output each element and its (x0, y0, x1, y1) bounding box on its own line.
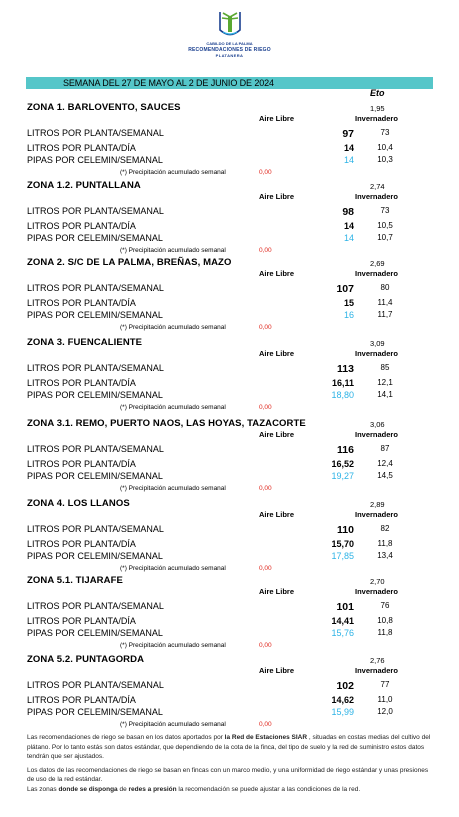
col-invernadero: Invernadero (355, 269, 398, 278)
precip-label: (*) Precipitación acumulado semanal (120, 404, 226, 411)
value-aire-pipas: 14 (343, 155, 354, 165)
zone-block (0, 498, 459, 573)
row-litros-semanal (0, 444, 459, 456)
value-inv-dia: 10,4 (377, 143, 393, 152)
row-litros-semanal (0, 128, 459, 140)
precip-note (120, 721, 272, 728)
value-inv-pipas: 12,0 (377, 707, 393, 716)
row-label: PIPAS POR CELEMIN/SEMANAL (27, 707, 163, 717)
row-litros-dia (0, 539, 459, 551)
value-aire-semanal: 110 (337, 524, 354, 536)
row-label: PIPAS POR CELEMIN/SEMANAL (27, 233, 163, 243)
value-inv-dia: 11,0 (377, 695, 393, 704)
row-litros-semanal (0, 206, 459, 218)
row-litros-dia (0, 378, 459, 390)
col-aire-libre: Aire Libre (259, 430, 295, 439)
row-label: LITROS POR PLANTA/DÍA (27, 616, 136, 626)
value-aire-dia: 14 (343, 221, 354, 231)
value-inv-dia: 10,8 (377, 616, 393, 625)
zone-eto: 3,09 (370, 339, 385, 348)
value-aire-dia: 15 (343, 298, 354, 308)
row-litros-semanal (0, 524, 459, 536)
precip-value: 0,00 (259, 324, 272, 331)
precip-value: 0,00 (259, 642, 272, 649)
precip-label: (*) Precipitación acumulado semanal (120, 565, 226, 572)
col-aire-libre: Aire Libre (259, 192, 295, 201)
value-inv-dia: 11,4 (377, 298, 393, 307)
note-2: Los datos de las recomendaciones de riego se basan en fincas con un marco medio, y una uniformidad de riego estándar y unas presiones de uso de la red estándar. (27, 766, 429, 783)
value-inv-semanal: 73 (380, 128, 390, 137)
value-aire-pipas: 17,85 (331, 551, 354, 561)
value-aire-dia: 16,52 (331, 459, 354, 469)
zone-block (0, 180, 459, 255)
row-label: LITROS POR PLANTA/SEMANAL (27, 128, 164, 138)
value-aire-semanal: 101 (336, 601, 354, 613)
zone-block (0, 575, 459, 650)
row-litros-semanal (0, 601, 459, 613)
row-label: LITROS POR PLANTA/DÍA (27, 298, 136, 308)
col-invernadero: Invernadero (355, 114, 398, 123)
doc-title: RECOMENDACIONES DE RIEGO (188, 47, 271, 53)
precip-label: (*) Precipitación acumulado semanal (120, 642, 226, 649)
value-inv-pipas: 14,5 (377, 471, 393, 480)
precip-value: 0,00 (259, 565, 272, 572)
zone-title: ZONA 3. FUENCALIENTE (27, 337, 143, 348)
value-inv-semanal: 76 (380, 601, 390, 610)
value-aire-semanal: 97 (342, 128, 354, 140)
value-inv-semanal: 77 (380, 680, 390, 689)
precip-value: 0,00 (259, 485, 272, 492)
value-aire-pipas: 19,27 (331, 471, 354, 481)
precip-label: (*) Precipitación acumulado semanal (120, 485, 226, 492)
zone-title: ZONA 2. S/C DE LA PALMA, BREÑAS, MAZO (27, 257, 232, 268)
row-litros-semanal (0, 363, 459, 375)
value-aire-pipas: 16 (343, 310, 354, 320)
row-label: LITROS POR PLANTA/DÍA (27, 695, 136, 705)
zone-eto: 3,06 (370, 420, 385, 429)
precip-label: (*) Precipitación acumulado semanal (120, 721, 226, 728)
value-aire-pipas: 15,76 (331, 628, 354, 638)
row-litros-dia (0, 459, 459, 471)
zone-eto: 2,70 (370, 577, 385, 586)
note-3: Las zonas donde se disponga de redes a presión la recomendación se puede ajustar a las condiciones de la red. (27, 785, 361, 793)
precip-note (120, 642, 272, 649)
zone-block (0, 418, 459, 493)
value-inv-semanal: 73 (380, 206, 390, 215)
value-aire-semanal: 116 (337, 444, 354, 456)
value-inv-semanal: 82 (380, 524, 390, 533)
col-invernadero: Invernadero (355, 349, 398, 358)
value-inv-pipas: 13,4 (377, 551, 393, 560)
precip-note (120, 169, 272, 176)
row-pipas (0, 310, 459, 322)
note-1: Las recomendaciones de riego se basan en los datos aportados por la Red de Estaciones SIAR , situadas en costas medias del cultivo del plátano. Por lo tanto estás son datos estándar, que dependiendo de la cota de la finca, del tipo de suelo y la red de suministro estos datos tendrán que ser ajustados. (27, 734, 431, 760)
value-inv-dia: 12,1 (377, 378, 393, 387)
col-aire-libre: Aire Libre (259, 510, 295, 519)
week-banner: SEMANA DEL 27 DE MAYO AL 2 DE JUNIO DE 2024 (26, 77, 433, 89)
row-label: PIPAS POR CELEMIN/SEMANAL (27, 551, 163, 561)
zone-title: ZONA 5.2. PUNTAGORDA (27, 654, 145, 665)
value-inv-semanal: 80 (380, 283, 390, 292)
precip-note (120, 565, 272, 572)
value-aire-dia: 14,62 (331, 695, 354, 705)
row-label: PIPAS POR CELEMIN/SEMANAL (27, 628, 163, 638)
value-inv-pipas: 10,7 (377, 233, 393, 242)
row-pipas (0, 390, 459, 402)
col-aire-libre: Aire Libre (259, 349, 295, 358)
value-inv-semanal: 87 (380, 444, 390, 453)
row-label: LITROS POR PLANTA/SEMANAL (27, 206, 164, 216)
row-pipas (0, 628, 459, 640)
value-aire-pipas: 14 (343, 233, 354, 243)
precip-label: (*) Precipitación acumulado semanal (120, 324, 226, 331)
row-label: LITROS POR PLANTA/SEMANAL (27, 363, 164, 373)
row-litros-dia (0, 298, 459, 310)
zone-title: ZONA 1. BARLOVENTO, SAUCES (27, 102, 181, 113)
row-label: LITROS POR PLANTA/SEMANAL (27, 601, 164, 611)
notes (27, 733, 437, 794)
zone-eto: 2,89 (370, 500, 385, 509)
precip-note (120, 485, 272, 492)
zone-block (0, 654, 459, 729)
eto-header: Eto (370, 88, 385, 98)
row-label: PIPAS POR CELEMIN/SEMANAL (27, 390, 163, 400)
row-pipas (0, 233, 459, 245)
zone-title: ZONA 4. LOS LLANOS (27, 498, 130, 509)
row-label: PIPAS POR CELEMIN/SEMANAL (27, 155, 163, 165)
row-litros-dia (0, 695, 459, 707)
zone-block (0, 102, 459, 177)
col-invernadero: Invernadero (355, 666, 398, 675)
precip-note (120, 247, 272, 254)
row-label: PIPAS POR CELEMIN/SEMANAL (27, 310, 163, 320)
col-invernadero: Invernadero (355, 192, 398, 201)
value-inv-dia: 12,4 (377, 459, 393, 468)
col-aire-libre: Aire Libre (259, 269, 295, 278)
row-label: LITROS POR PLANTA/DÍA (27, 378, 136, 388)
value-inv-dia: 11,8 (377, 539, 393, 548)
value-inv-dia: 10,5 (377, 221, 393, 230)
row-label: LITROS POR PLANTA/DÍA (27, 143, 136, 153)
col-aire-libre: Aire Libre (259, 587, 295, 596)
col-aire-libre: Aire Libre (259, 666, 295, 675)
row-litros-dia (0, 143, 459, 155)
row-label: LITROS POR PLANTA/SEMANAL (27, 283, 164, 293)
row-litros-dia (0, 221, 459, 233)
precip-note (120, 404, 272, 411)
value-aire-pipas: 18,80 (331, 390, 354, 400)
row-label: LITROS POR PLANTA/DÍA (27, 539, 136, 549)
col-aire-libre: Aire Libre (259, 114, 295, 123)
zone-eto: 2,76 (370, 656, 385, 665)
row-label: PIPAS POR CELEMIN/SEMANAL (27, 471, 163, 481)
zone-eto: 2,69 (370, 259, 385, 268)
org-name: CABILDO DE LA PALMA (206, 41, 253, 46)
cabildo-emblem-icon (217, 10, 243, 40)
value-aire-pipas: 15,99 (331, 707, 354, 717)
zone-eto: 1,95 (370, 104, 385, 113)
value-aire-dia: 15,70 (331, 539, 354, 549)
value-aire-dia: 14 (343, 143, 354, 153)
value-aire-semanal: 113 (337, 363, 354, 375)
value-aire-semanal: 107 (336, 283, 354, 295)
value-inv-pipas: 11,8 (377, 628, 393, 637)
doc-subtitle: PLATANERA (215, 53, 244, 58)
value-inv-semanal: 85 (380, 363, 390, 372)
zone-title: ZONA 5.1. TIJARAFE (27, 575, 123, 586)
col-invernadero: Invernadero (355, 430, 398, 439)
zone-block (0, 257, 459, 332)
value-aire-dia: 16,11 (331, 378, 354, 388)
zone-eto: 2,74 (370, 182, 385, 191)
zone-title: ZONA 3.1. REMO, PUERTO NAOS, LAS HOYAS, TAZACORTE (27, 418, 306, 429)
row-pipas (0, 471, 459, 483)
col-invernadero: Invernadero (355, 510, 398, 519)
row-litros-semanal (0, 283, 459, 295)
value-aire-semanal: 102 (336, 680, 354, 692)
row-label: LITROS POR PLANTA/DÍA (27, 459, 136, 469)
row-pipas (0, 551, 459, 563)
precip-label: (*) Precipitación acumulado semanal (120, 169, 226, 176)
row-label: LITROS POR PLANTA/SEMANAL (27, 680, 164, 690)
precip-note (120, 324, 272, 331)
value-aire-semanal: 98 (342, 206, 354, 218)
value-aire-dia: 14,41 (331, 616, 354, 626)
value-inv-pipas: 11,7 (377, 310, 393, 319)
col-invernadero: Invernadero (355, 587, 398, 596)
precip-value: 0,00 (259, 721, 272, 728)
precip-value: 0,00 (259, 247, 272, 254)
precip-value: 0,00 (259, 404, 272, 411)
row-litros-dia (0, 616, 459, 628)
row-label: LITROS POR PLANTA/SEMANAL (27, 444, 164, 454)
row-pipas (0, 707, 459, 719)
row-label: LITROS POR PLANTA/SEMANAL (27, 524, 164, 534)
zone-title: ZONA 1.2. PUNTALLANA (27, 180, 141, 191)
zone-block (0, 337, 459, 412)
precip-value: 0,00 (259, 169, 272, 176)
row-label: LITROS POR PLANTA/DÍA (27, 221, 136, 231)
row-pipas (0, 155, 459, 167)
header-logo (0, 10, 459, 58)
precip-label: (*) Precipitación acumulado semanal (120, 247, 226, 254)
row-litros-semanal (0, 680, 459, 692)
value-inv-pipas: 10,3 (377, 155, 393, 164)
value-inv-pipas: 14,1 (377, 390, 393, 399)
